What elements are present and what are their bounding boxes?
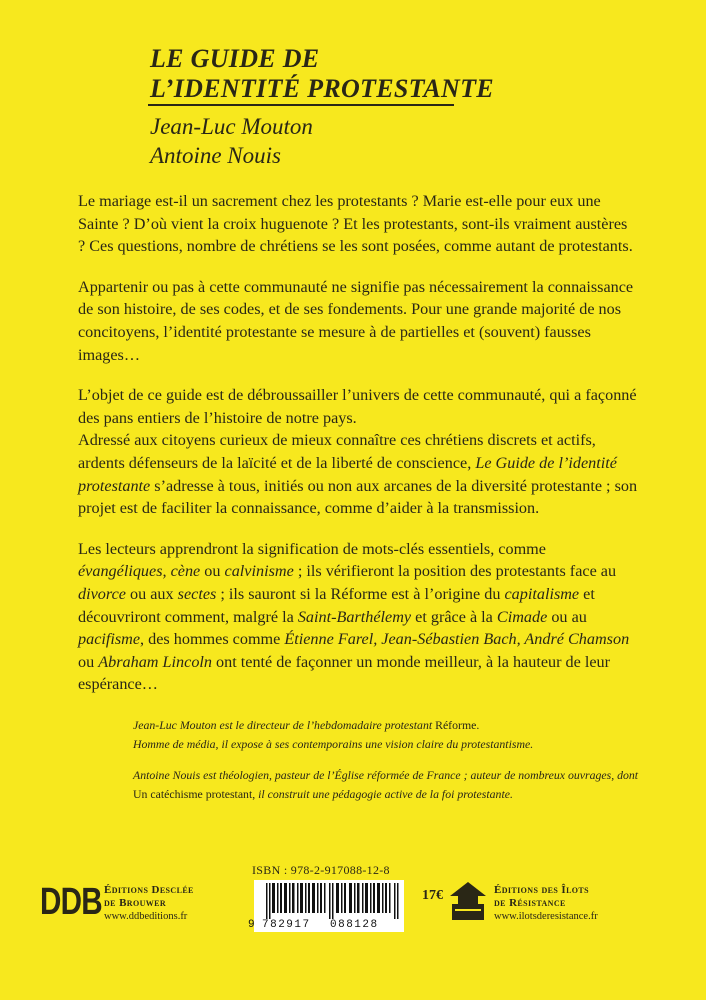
publisher-name-line-2: de Résistance [494, 897, 566, 909]
barcode-group-2: 088128 [330, 919, 379, 931]
keyword: divorce [78, 584, 126, 603]
text-run: s’adresse à tous, initiés ou non aux arcanes de la diversité protestante ; son projet est de faciliter la connaissance, comme d’aider à la transmission. [78, 476, 638, 518]
barcode-group-1: 782917 [262, 919, 311, 931]
barcode-digits [248, 919, 406, 931]
text-run: ont tenté de façonner un monde meilleur, à la hauteur de leur espérance… [78, 652, 611, 694]
keyword: Cimade [496, 607, 548, 626]
text-run: ; ils sauront si la Réforme est à l’origine du [216, 584, 505, 603]
book-name: Un catéchisme protestant, [133, 787, 256, 801]
text-run: ou [200, 562, 225, 581]
author-1: Jean-Luc Mouton [150, 114, 313, 139]
blurb-paragraph-3: L’objet de ce guide est de débroussailler l’univers de cette communauté, qui a façonné des pans entiers de l’histoire de notre pays. [78, 386, 637, 427]
book-title-inline: Le Guide de l’identité protestante [78, 453, 617, 495]
authors [150, 112, 313, 170]
text-run: , des hommes comme [140, 630, 285, 649]
blurb-paragraph-5 [78, 538, 638, 696]
title-line-2: L’IDENTITÉ PROTESTANTE [150, 74, 494, 103]
keyword: pacifisme [78, 630, 141, 649]
publisher-name-line-1: Éditions Desclée [104, 884, 194, 896]
keyword: sectes [177, 584, 217, 603]
book-title [150, 44, 494, 104]
barcode-bars-icon [266, 883, 400, 919]
author-bios [133, 716, 653, 816]
publisher-name-line-1: Éditions des Îlots [494, 884, 590, 896]
text-run: Antoine Nouis est théologien, pasteur de l’Église réformée de France ; auteur de nombreux ouvrages, dont [133, 768, 639, 782]
text-run: ou aux [125, 584, 178, 603]
text-run: il construit une pédagogie active de la foi protestante. [255, 787, 513, 801]
publisher-ddb [104, 884, 194, 923]
price: 17€ [422, 888, 443, 903]
text-run: Jean-Luc Mouton est le directeur de l’hebdomadaire protestant [133, 718, 436, 732]
blurb-paragraph-1: Le mariage est-il un sacrement chez les protestants ? Marie est-elle pour eux une Sainte ? D’où vient la croix huguenote ? Et les protestants, sont-ils vraiment austères ? Ces questions, nombre de chrétiens se les sont posées, comme autant de protestants. [78, 192, 633, 256]
text-run: ou au [547, 607, 587, 626]
publisher-url: www.ilotsderesistance.fr [494, 911, 598, 922]
publisher-ilots [494, 884, 598, 923]
text-run: et découvriront comment, malgré la [78, 584, 595, 626]
blurb-paragraph-2: Appartenir ou pas à cette communauté ne signifie pas nécessairement la connaissance de son histoire, de ses codes, et de ses fondements. Pour une grande majorité de nos concitoyens, l’identité protestante se mesure à de partielles et (souvent) fausses images… [78, 277, 634, 364]
keyword: Abraham Lincoln [98, 652, 212, 671]
publisher-url: www.ddbeditions.fr [104, 911, 188, 922]
keyword: évangéliques, cène [78, 562, 201, 581]
keyword: calvinisme [224, 562, 294, 581]
blurb-paragraph-4 [78, 429, 638, 519]
text-run: Les lecteurs apprendront la signification de mots-clés essentiels, comme [78, 539, 546, 558]
keyword: Saint-Barthélemy [297, 607, 412, 626]
text-run: ; ils vérifieront la position des protestants face au [293, 562, 617, 581]
keyword: capitalisme [504, 584, 580, 603]
text-run: et grâce à la [411, 607, 497, 626]
text-run: Adressé aux citoyens curieux de mieux connaître ces chrétiens discrets et actifs, ardents défenseurs de la laïcité et de la liberté de conscience, [78, 431, 596, 472]
isbn-label: ISBN : 978-2-917088-12-8 [252, 863, 390, 877]
bio-mouton [133, 716, 653, 754]
text-run: ou [78, 652, 99, 671]
text-run: Homme de média, il expose à ses contemporains une vision claire du protestantisme. [133, 737, 534, 751]
ddb-logo: DDB [40, 881, 102, 923]
ilots-logo-icon [450, 882, 486, 920]
blurb [78, 190, 638, 714]
author-2: Antoine Nouis [150, 143, 281, 168]
publisher-name-line-2: de Brouwer [104, 897, 167, 909]
periodical-name: Réforme. [435, 718, 480, 732]
barcode-lead-digit: 9 [248, 919, 257, 931]
keyword: Étienne Farel, Jean-Sébastien Bach, André Chamson [284, 630, 630, 649]
bio-nouis [133, 766, 653, 804]
title-underline [148, 104, 454, 106]
title-line-1: LE GUIDE DE [150, 44, 320, 73]
